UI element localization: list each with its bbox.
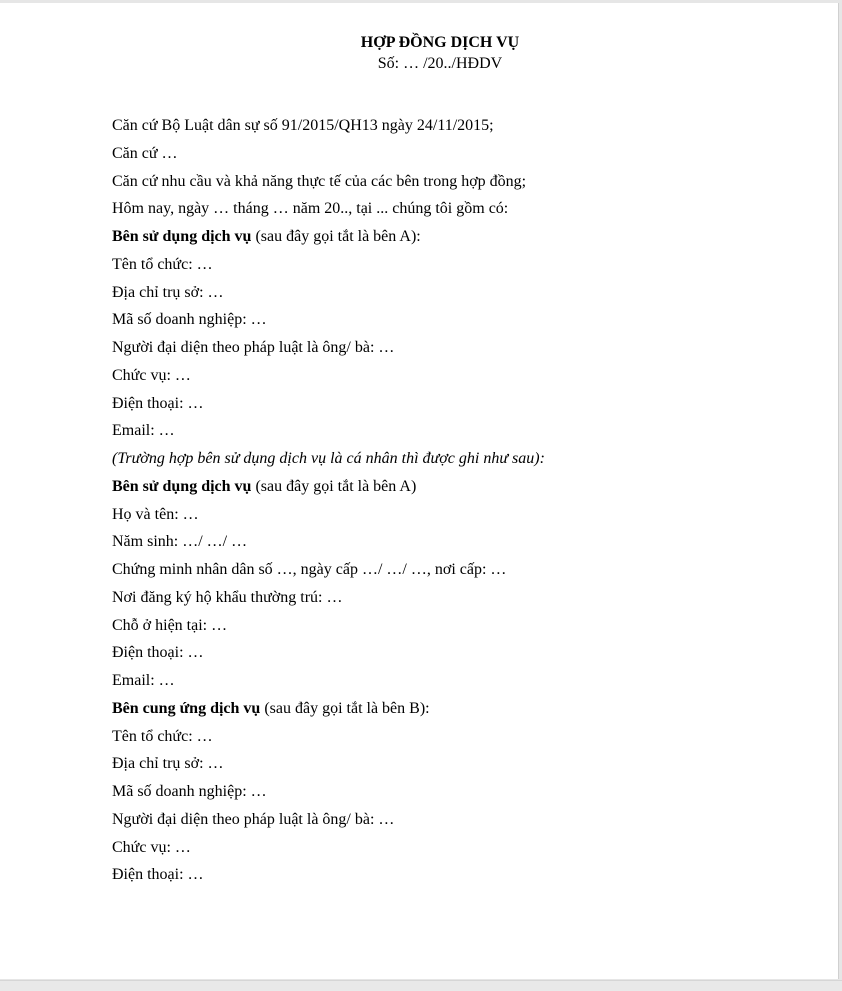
party-a-position: Chức vụ: … xyxy=(112,366,191,384)
party-b-representative: Người đại diện theo pháp luật là ông/ bà: … xyxy=(112,810,395,828)
party-b-heading: Bên cung ứng dịch vụ (sau đây gọi tắt là bên B): xyxy=(112,699,430,717)
line-legal-basis-civil-code: Căn cứ Bộ Luật dân sự số 91/2015/QH13 ngày 24/11/2015; xyxy=(112,117,494,134)
party-a-permanent-residence: Nơi đăng ký hộ khẩu thường trú: … xyxy=(112,588,343,606)
party-a-address: Địa chỉ trụ sở: … xyxy=(112,283,224,301)
contract-title: HỢP ĐỒNG DỊCH VỤ xyxy=(360,34,520,51)
contract-number: Số: … /20../HĐDV xyxy=(377,55,503,72)
party-b-position: Chức vụ: … xyxy=(112,838,191,856)
viewer-bottom-bar xyxy=(0,980,842,991)
line-legal-basis-needs: Căn cứ nhu cầu và khả năng thực tế của các bên trong hợp đồng; xyxy=(112,172,527,190)
party-b-address: Địa chỉ trụ sở: … xyxy=(112,755,224,773)
document-page xyxy=(0,3,839,979)
party-a-org-name: Tên tổ chức: … xyxy=(112,255,213,273)
party-a-email: Email: … xyxy=(112,422,175,440)
document-body xyxy=(112,116,802,893)
party-a-individual-heading: Bên sử dụng dịch vụ (sau đây gọi tắt là bên A) xyxy=(112,477,417,495)
party-a-full-name: Họ và tên: … xyxy=(112,505,199,523)
party-a-representative: Người đại diện theo pháp luật là ông/ bà: … xyxy=(112,339,395,356)
party-b-phone: Điện thoại: … xyxy=(112,866,204,884)
party-a-birth-year: Năm sinh: …/ …/ … xyxy=(112,533,248,551)
party-b-tax-code: Mã số doanh nghiệp: … xyxy=(112,783,267,800)
party-a-individual-phone: Điện thoại: … xyxy=(112,644,204,662)
line-date-place: Hôm nay, ngày … tháng … năm 20.., tại ... chúng tôi gồm có: xyxy=(112,200,509,218)
individual-note: (Trường hợp bên sử dụng dịch vụ là cá nhân thì được ghi như sau): xyxy=(112,450,545,467)
party-a-tax-code: Mã số doanh nghiệp: … xyxy=(112,311,267,329)
party-a-current-residence: Chỗ ở hiện tại: … xyxy=(112,616,228,634)
party-a-phone: Điện thoại: … xyxy=(112,394,204,412)
party-a-id-card: Chứng minh nhân dân số …, ngày cấp …/ …/ …, nơi cấp: … xyxy=(112,561,507,578)
party-a-heading: Bên sử dụng dịch vụ (sau đây gọi tắt là bên A): xyxy=(112,228,421,245)
line-legal-basis-other: Căn cứ … xyxy=(112,144,178,162)
party-a-individual-email: Email: … xyxy=(112,672,175,689)
party-b-org-name: Tên tổ chức: … xyxy=(112,727,213,745)
